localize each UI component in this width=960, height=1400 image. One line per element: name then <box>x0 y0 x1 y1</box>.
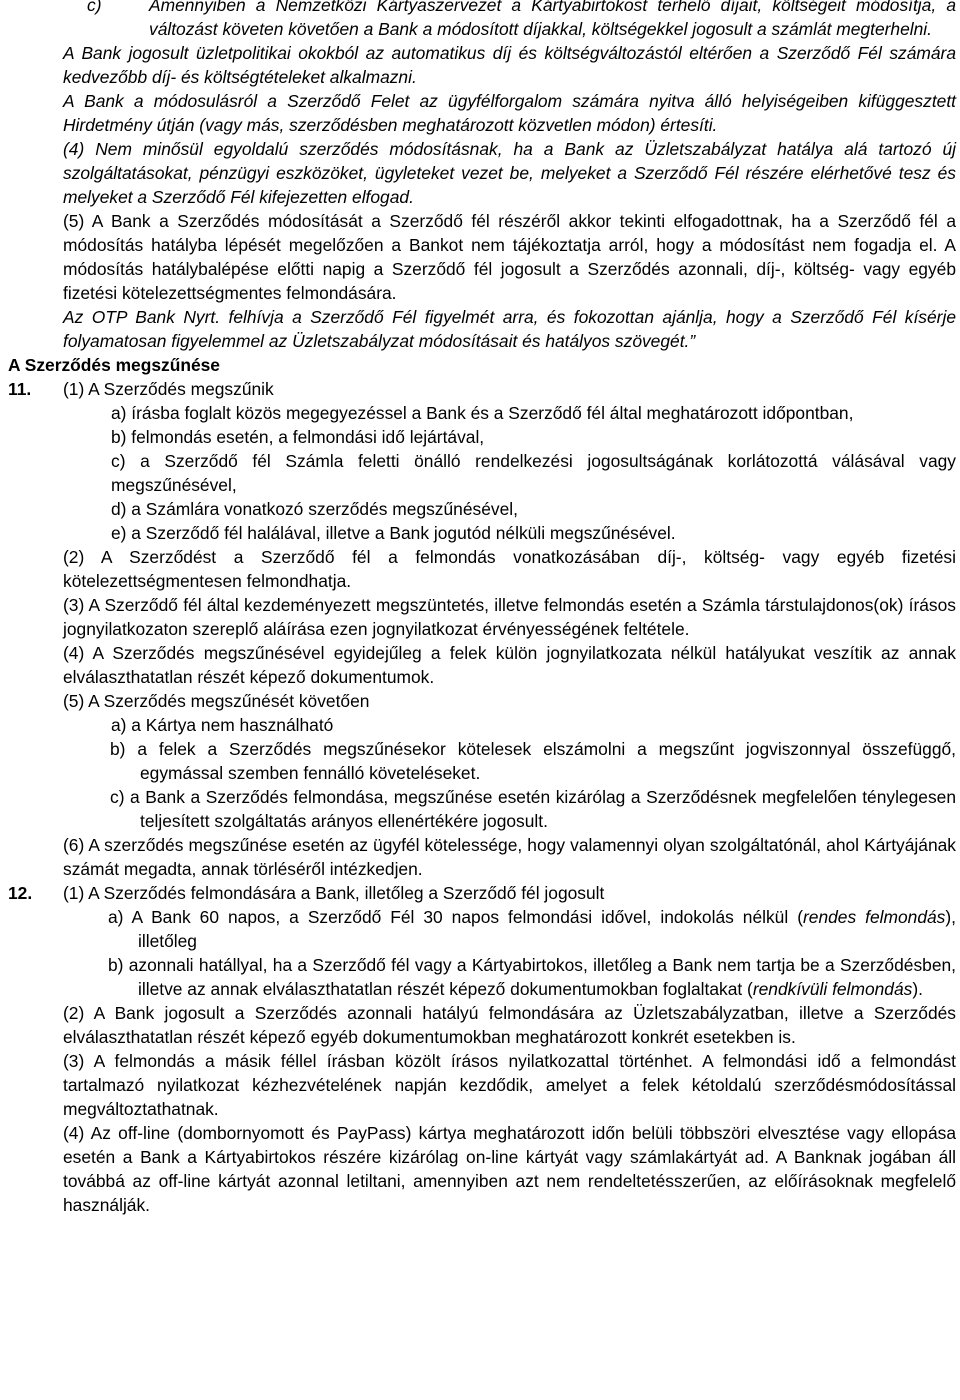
list-item: d) a Számlára vonatkozó szerződés megszűnésével, <box>111 499 518 519</box>
list-item: c) a Bank a Szerződés felmondása, megszűnése esetén kizárólag a Szerződésnek megfelelően ténylegesen teljesített szolgáltatás arányos ellenértékére jogosult. <box>110 787 956 831</box>
item-12b-tail: ). <box>912 979 923 999</box>
item-12a-text: a) A Bank 60 napos, a Szerződő Fél 30 napos felmondási idővel, indokolás nélkül ( <box>108 907 803 927</box>
paragraph-bank-jogosult: A Bank jogosult üzletpolitikai okokból az automatikus díj és költségváltozástól eltérően a Szerződő Fél számára kedvezőbb díj- és költségtételeket alkalmazni. <box>63 43 956 87</box>
section-11-p4: (4) A Szerződés megszűnésével egyidejűleg a felek külön jognyilatkozata nélkül hatályukat veszítik az annak elválaszthatatlan részét képező dokumentumok. <box>63 643 956 687</box>
list-item: b) a felek a Szerződés megszűnésekor kötelesek elszámolni a megszűnt jogviszonnyal összefüggő, egymással szemben fennálló követeléseket. <box>110 739 956 783</box>
section-11-number: 11. <box>8 379 32 399</box>
list-item: b) felmondás esetén, a felmondási idő lejártával, <box>111 427 485 447</box>
list-item-12a <box>0 905 960 953</box>
list-item: e) a Szerződő fél halálával, illetve a Bank jogutód nélküli megszűnésével. <box>111 523 676 543</box>
paragraph-c <box>0 0 960 41</box>
paragraph-modosulasrol: A Bank a módosulásról a Szerződő Felet az ügyfélforgalom számára nyitva álló helyiségeiben kifüggesztett Hirdetmény útján (vagy más, szerződésben meghatározott közvetlen módon) értesíti. <box>63 91 956 135</box>
section-11-p6: (6) A szerződés megszűnése esetén az ügyfél kötelessége, hogy valamennyi olyan szolgáltatónál, ahol Kártyájának számát megadta, annak törléséről intézkedjen. <box>63 835 956 879</box>
item-12a-tail: ), illetőleg <box>138 907 956 951</box>
section-12-intro: (1) A Szerződés felmondására a Bank, illetőleg a Szerződő fél jogosult <box>63 883 605 903</box>
item-12b-text: b) azonnali hatállyal, ha a Szerződő fél vagy a Kártyabirtokos, illetőleg a Bank nem tartja be a Szerződésben, illetve az annak elválaszthatatlan részét képező dokumentumokban foglaltakat ( <box>108 955 956 999</box>
section-12-p3: (3) A felmondás a másik féllel írásban közölt írásos nyilatkozattal történhet. A felmondási idő a felmondást tartalmazó nyilatkozat kézhezvételének napján kezdődik, amelyet a felek kétoldalú szerződésmódosítással megváltoztathatnak. <box>63 1051 956 1119</box>
section-12-p4: (4) Az off-line (dombornyomott és PayPass) kártya meghatározott időn belüli többszöri elvesztése vagy ellopása esetén a Bank a Kártyabirtokos részére kizárólag on-line kártyát vagy számlakártyát ad. A Banknak jogában áll továbbá az off-line kártyát azonnal letiltani, amennyiben azt nem rendeltetésszerűen, az előírásoknak megfelelő használják. <box>63 1123 956 1215</box>
list-item-12b <box>0 953 960 1001</box>
list-item: a) a Kártya nem használható <box>111 715 334 735</box>
list-item: a) írásba foglalt közös megegyezéssel a Bank és a Szerződő fél által meghatározott időpontban, <box>111 403 854 423</box>
section-12 <box>0 881 960 905</box>
paragraph-otp-notice: Az OTP Bank Nyrt. felhívja a Szerződő Fél figyelmét arra, és fokozottan ajánlja, hogy a Szerződő Fél kísérje folyamatosan figyelemmel az Üzletszabályzat módosításait és hatályos szövegét.” <box>63 307 956 351</box>
item-12a-italic: rendes felmondás <box>802 907 946 927</box>
paragraph-4: (4) Nem minősül egyoldalú szerződés módosításnak, ha a Bank az Üzletszabályzat hatálya alá tartozó új szolgáltatásokat, pénzügyi eszközöket, ügyleteket vezet be, melyeket a Szerződő Fél részére elérhetővé tesz és melyeket a Szerződő Fél kifejezetten elfogad. <box>63 139 956 207</box>
section-12-number: 12. <box>8 883 33 903</box>
section-11-p2: (2) A Szerződést a Szerződő fél a felmondás vonatkozásában díj-, költség- vagy egyéb fizetési kötelezettségmentesen felmondhatja. <box>63 547 956 591</box>
section-11-p3: (3) A Szerződő fél által kezdeményezett megszüntetés, illetve felmondás esetén a Számla társtulajdonos(ok) írásos jognyilatkozaton szereplő aláírása ezen jognyilatkozat érvényességének feltétele. <box>63 595 956 639</box>
paragraph-c-text: Amennyiben a Nemzetközi Kártyaszervezet a Kártyabirtokost terhelő díjait, költségeit módosítja, a változást követen követően a Bank a módosított díjakkal, költségekkel jogosult a számlát megterhelni. <box>149 0 956 39</box>
item-label-c: c) <box>87 0 102 15</box>
section-title: A Szerződés megszűnése <box>8 355 220 375</box>
item-12b-italic: rendkívüli felmondás <box>752 979 913 999</box>
paragraph-5: (5) A Bank a Szerződés módosítását a Szerződő fél részéről akkor tekinti elfogadottnak, ha a Szerződő fél a módosítás hatályba lépését megelőzően a Bankot nem tájékoztatja arról, hogy a módosítást nem fogadja el. A módosítás hatálybalépése előtti napig a Szerződő fél jogosult a Szerződés azonnali, díj-, költség- vagy egyéb fizetési kötelezettségmentes felmondására. <box>63 211 956 303</box>
section-12-p2: (2) A Bank jogosult a Szerződés azonnali hatályú felmondására az Üzletszabályzatban, illetve a Szerződés elválaszthatatlan részét képező egyéb dokumentumokban meghatározott konkrét esetekben is. <box>63 1003 956 1047</box>
list-item: c) a Szerződő fél Számla feletti önálló rendelkezési jogosultságának korlátozottá válásával vagy megszűnésével, <box>111 451 956 495</box>
section-11 <box>0 377 960 401</box>
section-11-intro: (1) A Szerződés megszűnik <box>63 379 274 399</box>
section-11-p5-intro: (5) A Szerződés megszűnését követően <box>63 691 370 711</box>
